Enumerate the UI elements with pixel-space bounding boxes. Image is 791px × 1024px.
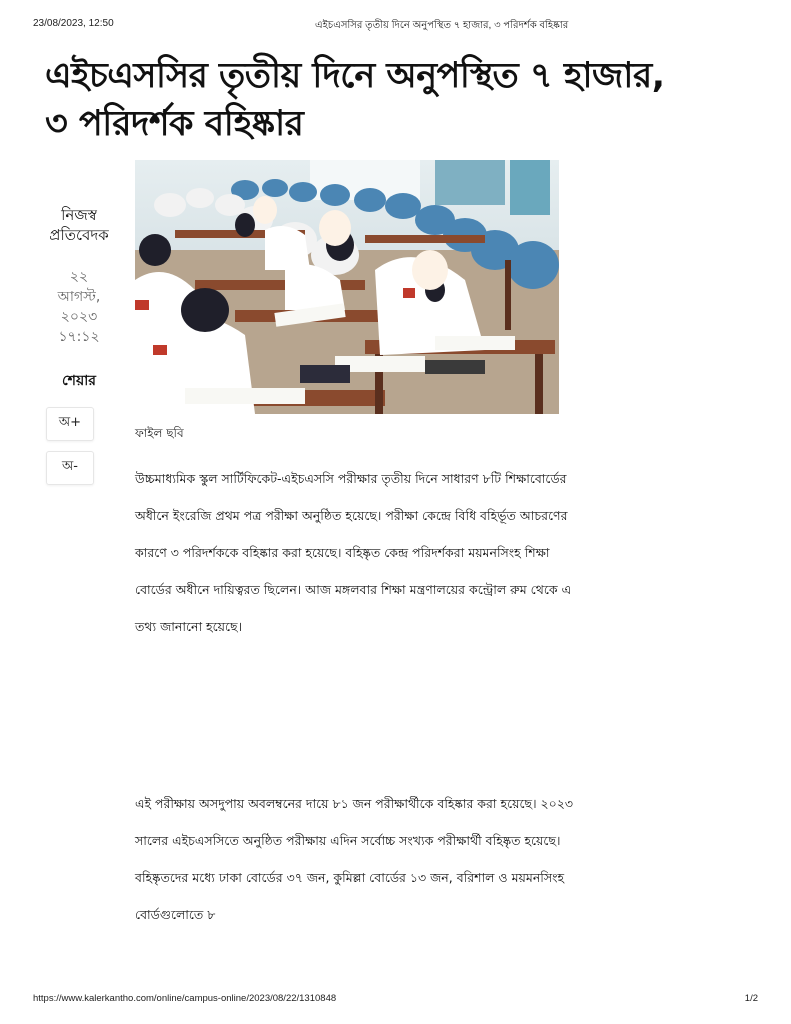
- publish-date-month: আগস্ট,: [57, 289, 101, 305]
- article-paragraph: উচ্চমাধ্যমিক স্কুল সার্টিফিকেট-এইচএসসি পরীক্ষার তৃতীয় দিনে সাধারণ ৮টি শিক্ষাবোর্ডের অধীনে ইংরেজি প্রথম পত্র পরীক্ষা অনুষ্ঠিত হয়েছে। পরীক্ষা কেন্দ্রে বিধি বহির্ভূত আচরণের কারণে ৩ পরিদর্শককে বহিষ্কার করা হয়েছে। বহিষ্কৃত কেন্দ্র পরিদর্শকরা ময়মনসিংহ শিক্ষা বোর্ডের অধীনে দায়িত্বরত ছিলেন। আজ মঙ্গলবার শিক্ষা মন্ত্রণালয়ের কন্ট্রোল রুম থেকে এ তথ্য জানানো হয়েছে।: [135, 471, 572, 634]
- publish-date-day: ২২: [69, 269, 89, 285]
- print-page-title: এইচএসসির তৃতীয় দিনে অনুপস্থিত ৭ হাজার, ৩ পরিদর্শক বহিষ্কার: [315, 20, 569, 31]
- article-sidebar: [40, 205, 118, 485]
- print-header: [33, 18, 758, 34]
- article-headline: এইচএসসির তৃতীয় দিনে অনুপস্থিত ৭ হাজার, ৩ পরিদর্শক বহিষ্কার: [45, 56, 665, 144]
- share-label[interactable]: শেয়ার: [62, 373, 96, 389]
- publish-date: [40, 267, 118, 347]
- font-decrease-button[interactable]: অ-: [46, 451, 94, 485]
- font-increase-button[interactable]: অ+: [46, 407, 94, 441]
- print-datetime: 23/08/2023, 12:50: [33, 18, 114, 29]
- photo-caption: ফাইল ছবি: [135, 426, 184, 440]
- exam-hall-photo: [135, 160, 559, 414]
- article-paragraph: এই পরীক্ষায় অসদুপায় অবলম্বনের দায়ে ৮১ জন পরীক্ষার্থীকে বহিষ্কার করা হয়েছে। ২০২৩ সালের এইচএসসিতে অনুষ্ঠিত পরীক্ষায় এদিন সর্বোচ্চ সংখ্যক পরীক্ষার্থী বহিষ্কৃত হয়েছে। বহিষ্কৃতদের মধ্যে ঢাকা বোর্ডের ৩৭ জন, কুমিল্লা বোর্ডের ১৩ জন, বরিশাল ও ময়মনসিংহ বোর্ডগুলোতে ৮: [135, 796, 574, 922]
- page-url[interactable]: https://www.kalerkantho.com/online/campus-online/2023/08/22/1310848: [33, 993, 337, 1004]
- author-name[interactable]: নিজস্ব প্রতিবেদক: [49, 206, 109, 244]
- page-number: 1/2: [744, 993, 758, 1004]
- publish-date-year: ২০২৩: [60, 309, 98, 325]
- article-photo: [135, 160, 559, 414]
- publish-date-time: ১৭:১২: [58, 329, 100, 345]
